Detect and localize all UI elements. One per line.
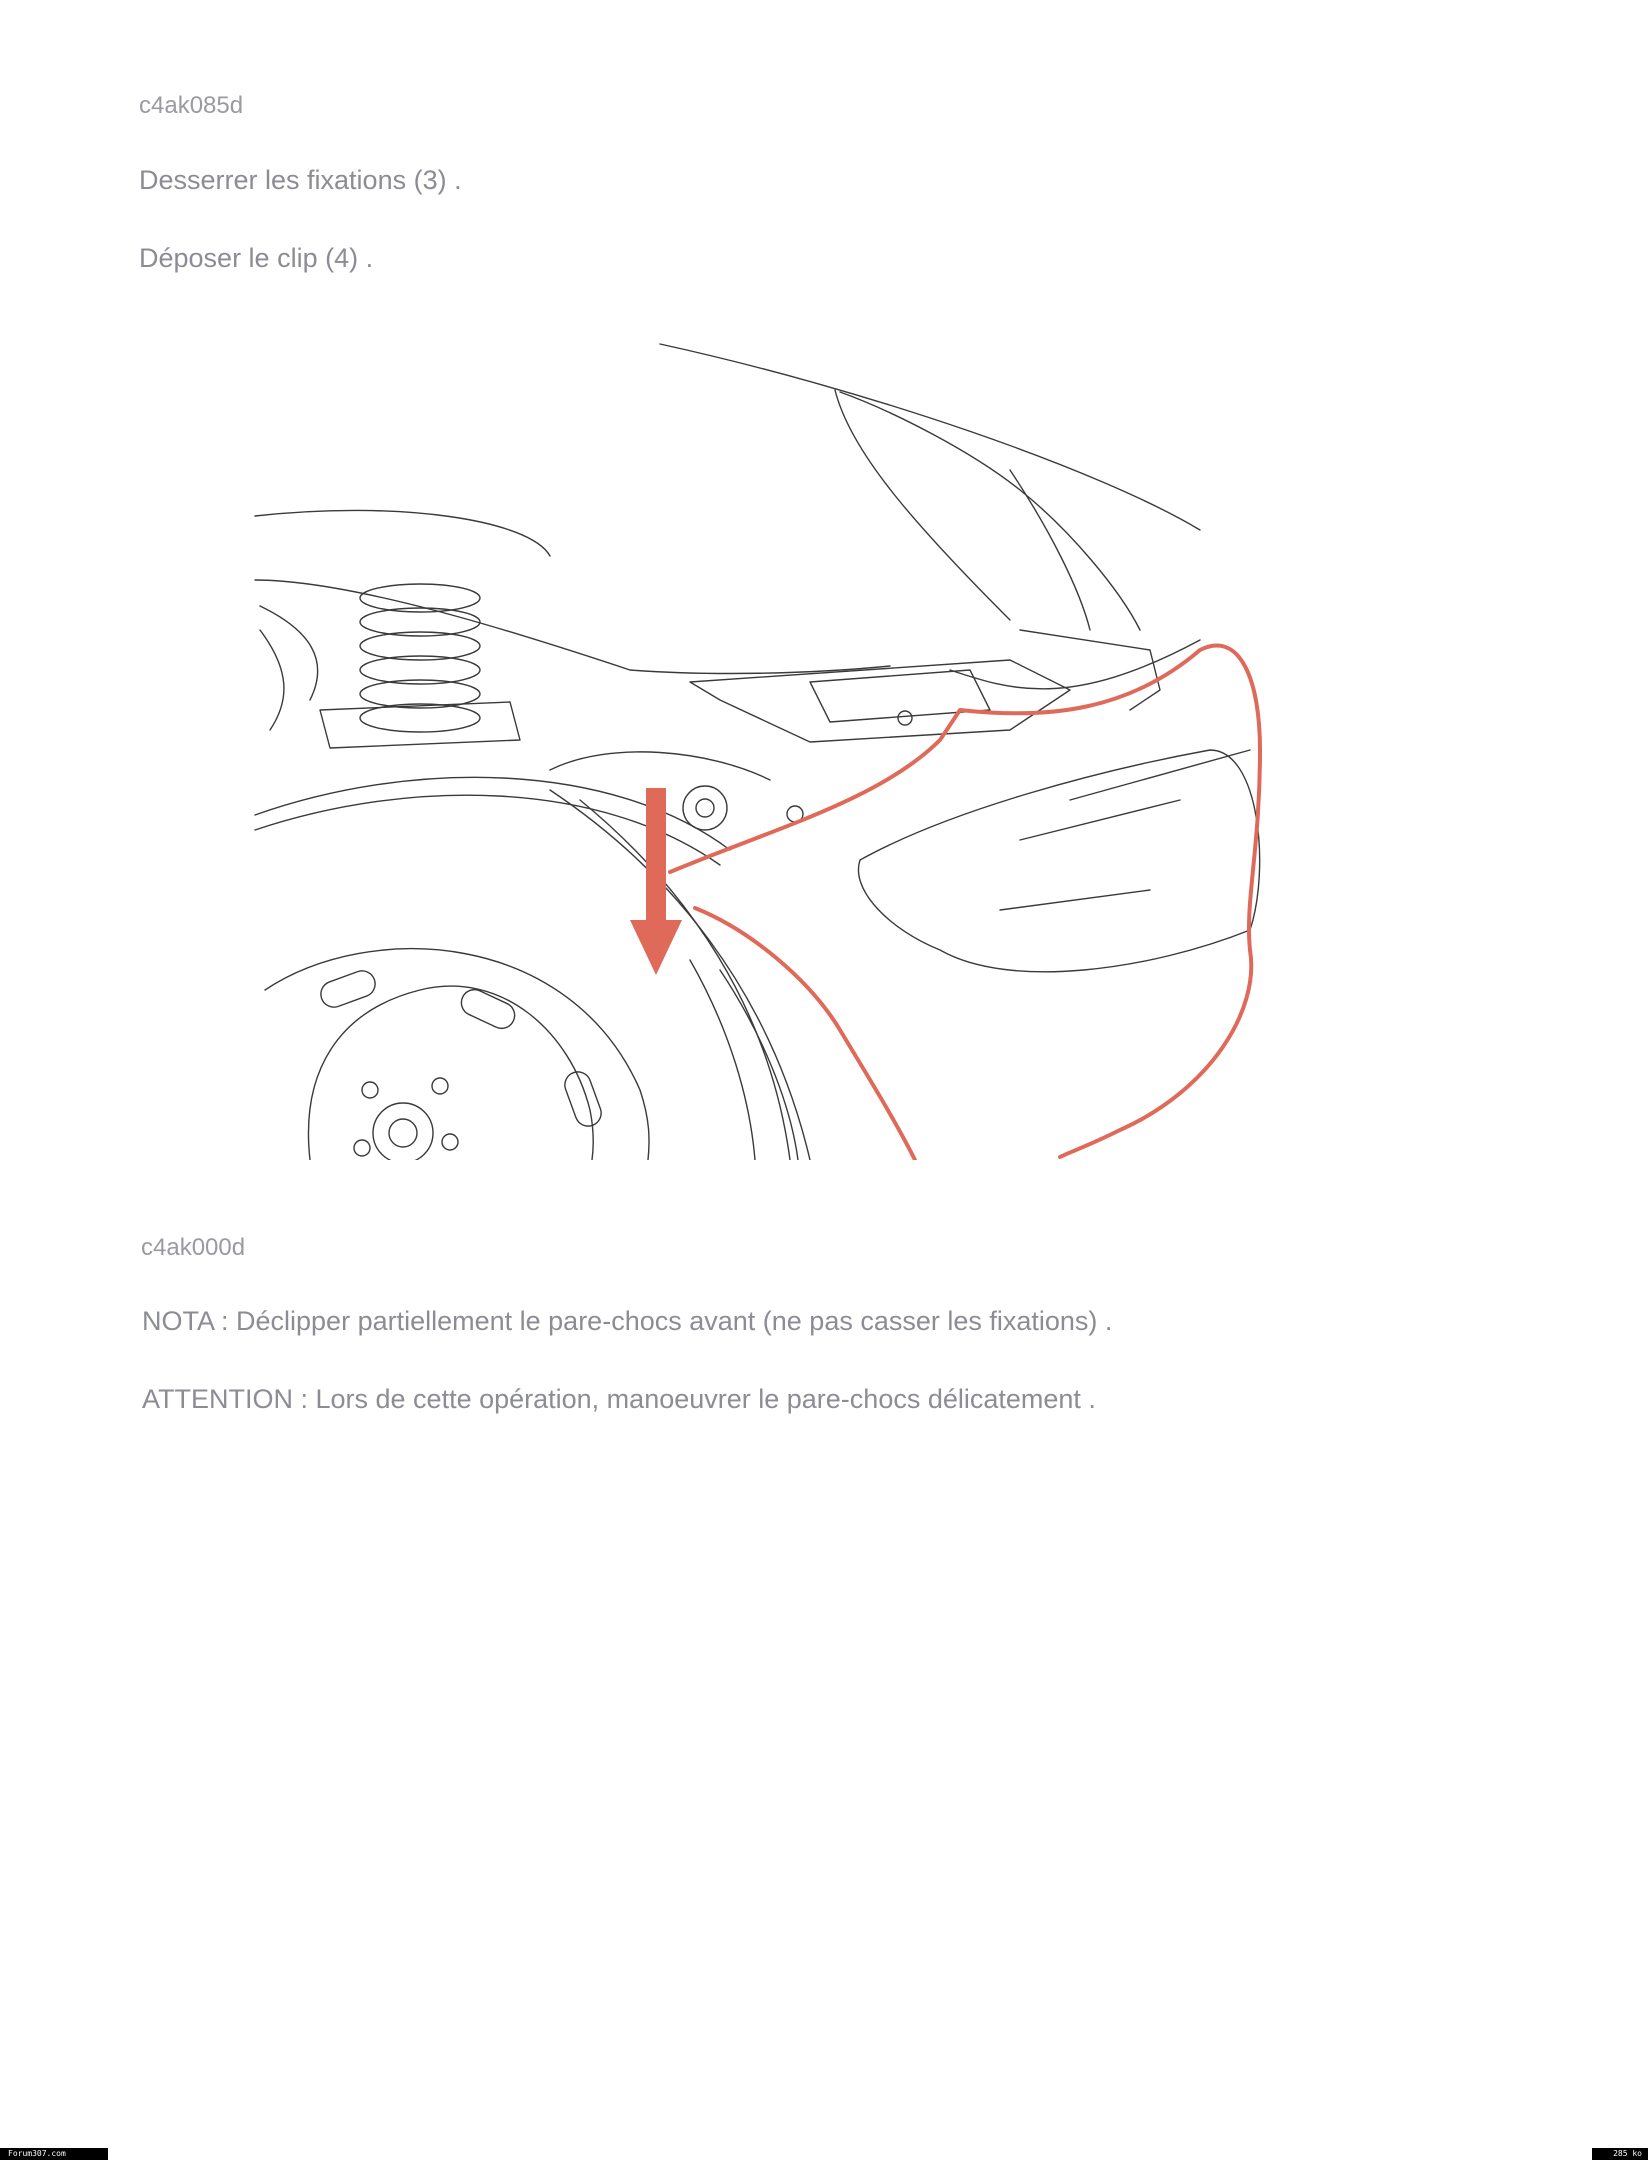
bumper-illustration xyxy=(250,330,1380,1160)
bumper-outline-highlight xyxy=(670,646,1260,1160)
warning-handle-carefully: ATTENTION : Lors de cette opération, manoeuvrer le pare-chocs délicatement . xyxy=(142,1384,1096,1414)
step-remove-clip: Déposer le clip (4) . xyxy=(139,243,374,273)
footer-size: 285 ko xyxy=(1592,2148,1648,2160)
arrow-down-icon xyxy=(630,788,682,975)
footer-source: Forum307.com xyxy=(0,2148,108,2160)
figure-ref-1: c4ak085d xyxy=(139,92,244,119)
figure-ref-2: c4ak000d xyxy=(141,1234,246,1261)
step-loosen-fixings: Desserrer les fixations (3) . xyxy=(139,165,462,195)
line-drawing xyxy=(255,344,1260,1160)
note-unclip-bumper: NOTA : Déclipper partiellement le pare-chocs avant (ne pas casser les fixations) . xyxy=(142,1306,1113,1336)
